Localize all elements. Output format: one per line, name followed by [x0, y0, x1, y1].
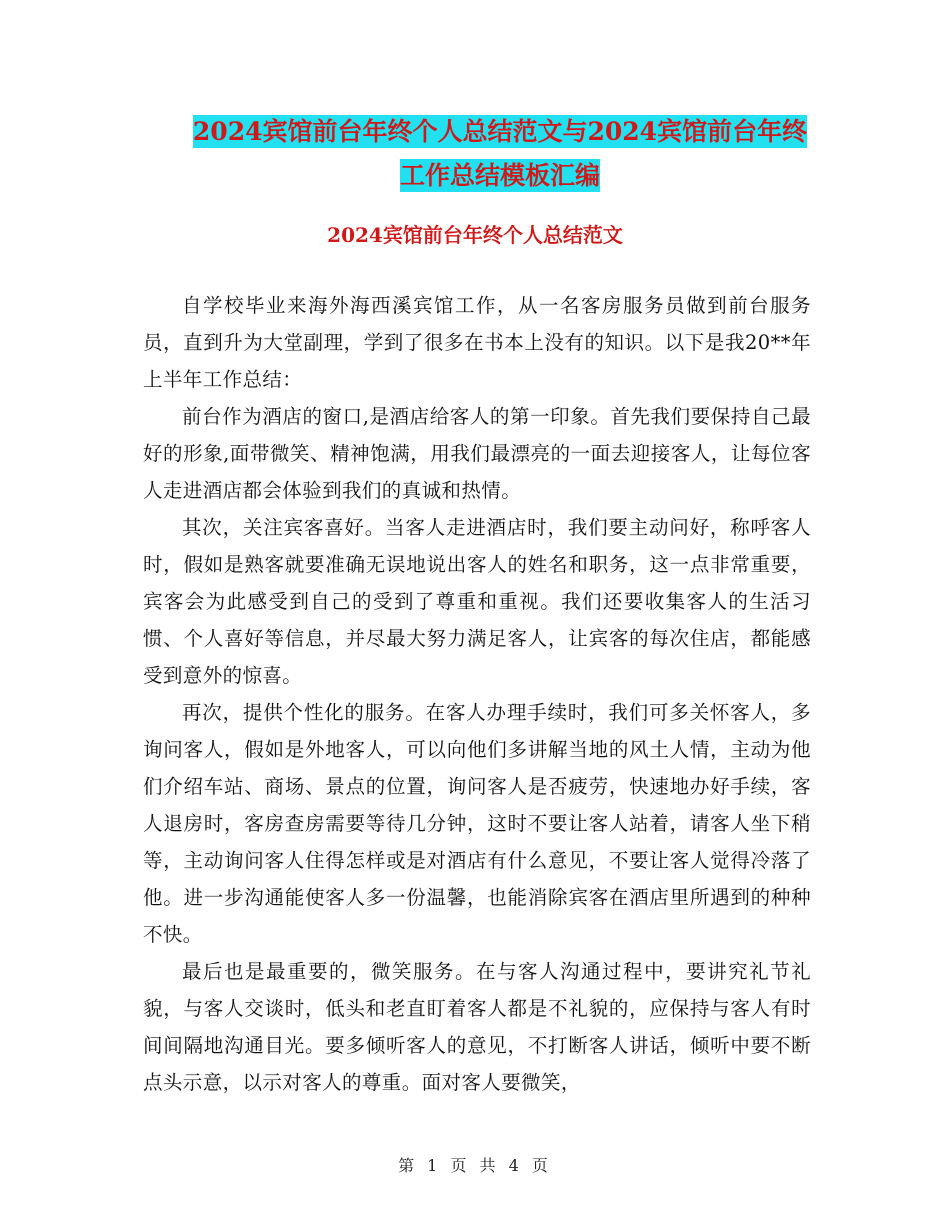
section-title: 2024宾馆前台年终个人总结范文: [327, 223, 623, 247]
paragraph: 其次，关注宾客喜好。当客人走进酒店时，我们要主动问好，称呼客人时，假如是熟客就要准确无误地说出客人的姓名和职务，这一点非常重要，宾客会为此感受到自己的受到了尊重和重视。我们还要收集客人的生活习惯、个人喜好等信息，并尽最大努力满足客人，让宾客的每次住店，都能感受到意外的惊喜。: [143, 516, 811, 687]
document-title-line-1: 2024宾馆前台年终个人总结范文与2024宾馆前台年终: [192, 117, 808, 146]
page-number-footer: 第 1 页 共 4 页: [398, 1156, 552, 1175]
paragraph: 最后也是最重要的，微笑服务。在与客人沟通过程中，要讲究礼节礼貌，与客人交谈时，低头和老直盯着客人都是不礼貌的，应保持与客人有时间间隔地沟通目光。要多倾听客人的意见，不打断客人讲话，倾听中要不断点头示意，以示对客人的尊重。面对客人要微笑，: [143, 960, 811, 1094]
paragraph: 再次，提供个性化的服务。在客人办理手续时，我们可多关怀客人，多询问客人，假如是外地客人，可以向他们多讲解当地的风土人情，主动为他们介绍车站、商场、景点的位置，询问客人是否疲劳，快速地办好手续，客人退房时，客房查房需要等待几分钟，这时不要让客人站着，请客人坐下稍等，主动询问客人住得怎样或是对酒店有什么意见，不要让客人觉得冷落了他。进一步沟通能使客人多一份温馨，也能消除宾客在酒店里所遇到的种种不快。: [143, 701, 811, 946]
document-title-line-2: 工作总结模板汇编: [399, 161, 600, 190]
document-body: [143, 287, 811, 1101]
paragraph: 前台作为酒店的窗口,是酒店给客人的第一印象。首先我们要保持自己最好的形象,面带微笑、精神饱满，用我们最漂亮的一面去迎接客人，让每位客人走进酒店都会体验到我们的真诚和热情。: [143, 405, 811, 502]
document-title: [150, 110, 850, 198]
paragraph: 自学校毕业来海外海西溪宾馆工作，从一名客房服务员做到前台服务员，直到升为大堂副理，学到了很多在书本上没有的知识。以下是我20**年上半年工作总结：: [143, 294, 811, 391]
